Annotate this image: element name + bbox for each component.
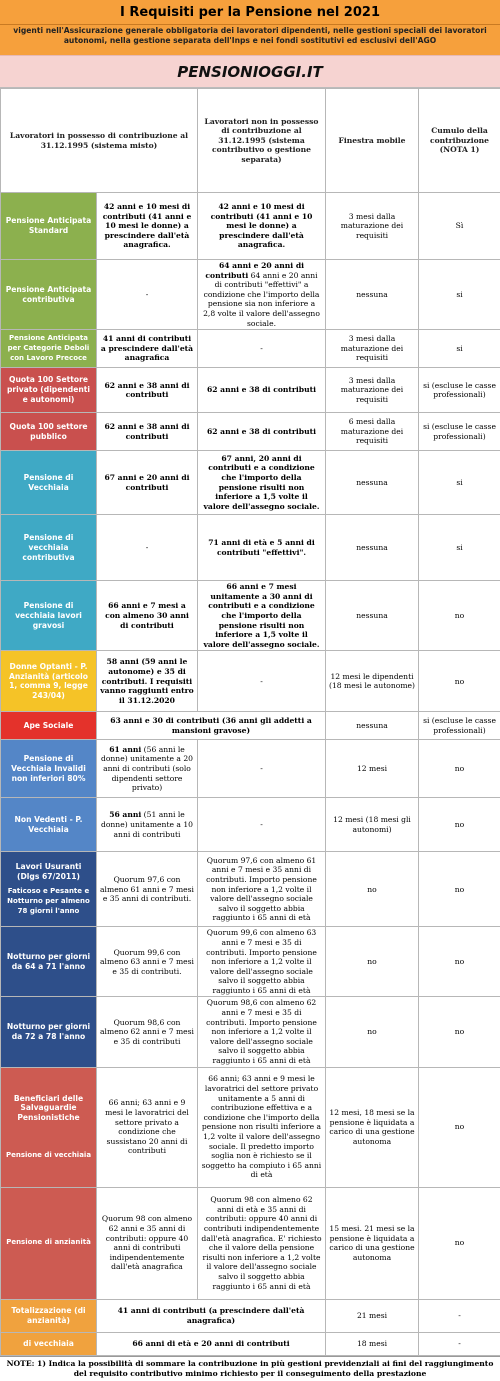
cell-cumulo: Sì [419,193,500,260]
cell-misto: Quorum 98,6 con almeno 62 anni e 7 mesi e 35 di contributi [97,997,198,1067]
cell-contributivo: 67 anni, 20 anni di contributi e a condizione che l'importo della pensione risulti non inferiore a 1,5 volte il valore dell'assegno sociale. [198,451,326,515]
cell-misto: 66 anni; 63 anni e 9 mesi le lavoratrici del settore privato a condizione che sussistano 20 anni di contributi [97,1067,198,1187]
cell-contributivo: 64 anni e 20 anni di contributi 64 anni e 20 anni di contributi "effettivi" a condizione che l'importo della pensione sia non inferiore a 2,8 volte il valore dell'assegno sociale. [198,260,326,330]
row-label: Pensione di anzianità [1,1187,97,1299]
table-row [1,413,500,451]
cell-contributivo: Quorum 97,6 con almeno 61 anni e 7 mesi e 35 anni di contributi. Importo pensione non inferiore a 1,2 volte il valore dell'assegno sociale salvo il soggetto abbia raggiunto i 65 anni di età [198,852,326,927]
cell-finestra: 3 mesi dalla maturazione dei requisiti [326,193,419,260]
table-row [1,1299,500,1332]
cell-misto: 56 anni (51 anni le donne) unitamente a 10 anni di contributi [97,798,198,852]
row-label: Totalizzazione (di anzianità) [1,1299,97,1332]
cell-cumulo: si (escluse le casse professionali) [419,368,500,413]
cell-contributivo: 42 anni e 10 mesi di contributi (41 anni e 10 mesi le donne) a prescindere dall'età anagrafica. [198,193,326,260]
table-row [1,798,500,852]
cell-finestra: 12 mesi le dipendenti (18 mesi le autonome) [326,651,419,712]
cell-cumulo: - [419,1332,500,1355]
row-sublabel: Faticoso e Pesante e Notturno per almeno 78 giorni l'anno [4,887,93,916]
cell-requisiti: 66 anni di età e 20 anni di contributi [97,1332,326,1355]
table-row [1,1187,500,1299]
cell-cumulo: no [419,852,500,927]
row-label: Notturno per giorni da 72 a 78 l'anno [1,997,97,1067]
cell-contributivo: - [198,740,326,798]
cell-misto: 41 anni di contributi a prescindere dall'età anagrafica [97,330,198,368]
cell-misto: Quorum 98 con almeno 62 anni e 35 anni di contributi: oppure 40 anni di contributi indipendentemente dall'età anagrafica [97,1187,198,1299]
row-label: Pensione di Vecchiaia [1,451,97,515]
row-label: Pensione di Vecchiaia Invalidi non inferiori 80% [1,740,97,798]
table-row [1,330,500,368]
cell-finestra: no [326,927,419,997]
cell-misto: 42 anni e 10 mesi di contributi (41 anni e 10 mesi le donne) a prescindere dall'età anagrafica. [97,193,198,260]
row-label: di vecchiaia [1,1332,97,1355]
cell-cumulo: no [419,927,500,997]
col-header-misto: Lavoratori in possesso di contribuzione al 31.12.1995 (sistema misto) [1,89,198,193]
cell-cumulo: no [419,798,500,852]
cell-finestra: nessuna [326,451,419,515]
table-row [1,740,500,798]
cell-misto: - [97,260,198,330]
cell-finestra: no [326,997,419,1067]
requirements-table [0,88,500,1356]
table-row [1,368,500,413]
cell-cumulo: no [419,651,500,712]
row-label: Pensione Anticipata contributiva [1,260,97,330]
row-label: Non Vedenti - P. Vecchiaia [1,798,97,852]
col-header-cumulo: Cumulo della contribuzione (NOTA 1) [419,89,500,193]
cell-cumulo: si (escluse le casse professionali) [419,712,500,740]
footnote: NOTE: 1) Indica la possibilità di sommare la contribuzione in più gestioni previdenziali ai fini del raggiungimento del requisito contributivo minimo richiesto per il conseguimento della prestazione [0,1356,500,1381]
cell-cumulo: si [419,260,500,330]
cell-cumulo: - [419,1299,500,1332]
row-label-main: Lavori Usuranti (Dlgs 67/2011) [4,862,93,882]
table-row [1,651,500,712]
cell-cumulo: no [419,1067,500,1187]
row-label: Pensione di vecchiaia lavori gravosi [1,581,97,651]
row-label: Pensione Anticipata per Categorie Deboli con Lavoro Precoce [1,330,97,368]
cell-contributivo: - [198,330,326,368]
cell-cumulo: si [419,330,500,368]
cell-finestra: nessuna [326,581,419,651]
cell-misto: - [97,515,198,581]
brand-logo: PENSIONIOGGI.IT [0,55,500,88]
table-row [1,997,500,1067]
cell-contributivo: Quorum 99,6 con almeno 63 anni e 7 mesi e 35 di contributi. Importo pensione non inferiore a 1,2 volte il valore dell'assegno sociale salvo il soggetto abbia raggiunto i 65 anni di età [198,927,326,997]
cell-misto: 66 anni e 7 mesi a con almeno 30 anni di contributi [97,581,198,651]
table-row [1,927,500,997]
cell-contributivo: 71 anni di età e 5 anni di contributi "effettivi". [198,515,326,581]
col-header-finestra: Finestra mobile [326,89,419,193]
cell-contributivo: Quorum 98,6 con almeno 62 anni e 7 mesi e 35 di contributi. Importo pensione non inferiore a 1,2 volte il valore dell'assegno sociale salvo il soggetto abbia raggiunto i 65 anni di età [198,997,326,1067]
cell-finestra: no [326,852,419,927]
row-sublabel: Pensione di vecchiaia [4,1151,93,1161]
row-label [1,1067,97,1187]
cell-cumulo: no [419,740,500,798]
cell-finestra: nessuna [326,712,419,740]
cell-contributivo: 62 anni e 38 di contributi [198,368,326,413]
table-row [1,712,500,740]
table-row [1,515,500,581]
row-label: Pensione di vecchiaia contributiva [1,515,97,581]
cell-requisiti: 41 anni di contributi (a prescindere dall'età anagrafica) [97,1299,326,1332]
cell-contributivo: 62 anni e 38 di contributi [198,413,326,451]
col-header-contributivo: Lavoratori non in possesso di contribuzione al 31.12.1995 (sistema contributivo o gestione separata) [198,89,326,193]
cell-misto: Quorum 97,6 con almeno 61 anni e 7 mesi e 35 anni di contributi. [97,852,198,927]
cell-finestra: 15 mesi. 21 mesi se la pensione è liquidata a carico di una gestione autonoma [326,1187,419,1299]
row-label: Ape Sociale [1,712,97,740]
row-label: Quota 100 settore pubblico [1,413,97,451]
table-row [1,260,500,330]
cell-contributivo: - [198,651,326,712]
cell-misto: 61 anni (56 anni le donne) unitamente a 20 anni di contributi (solo dipendenti settore privato) [97,740,198,798]
cell-finestra: nessuna [326,260,419,330]
row-label: Pensione Anticipata Standard [1,193,97,260]
table-row [1,1067,500,1187]
table-row [1,193,500,260]
cell-finestra: 21 mesi [326,1299,419,1332]
cell-contributivo: 66 anni e 7 mesi unitamente a 30 anni di contributi e a condizione che l'importo della pensione risulti non inferiore a 1,5 volte il valore dell'assegno sociale. [198,581,326,651]
cell-misto: Quorum 99,6 con almeno 63 anni e 7 mesi e 35 di contributi. [97,927,198,997]
cell-misto: 62 anni e 38 anni di contributi [97,413,198,451]
cell-misto: 62 anni e 38 anni di contributi [97,368,198,413]
table-header-row [1,89,500,193]
cell-finestra: 3 mesi dalla maturazione dei requisiti [326,330,419,368]
cell-cumulo: si [419,515,500,581]
cell-finestra: 12 mesi, 18 mesi se la pensione è liquidata a carico di una gestione autonoma [326,1067,419,1187]
row-label: Donne Optanti - P. Anzianità (articolo 1, comma 9, legge 243/04) [1,651,97,712]
row-label: Notturno per giorni da 64 a 71 l'anno [1,927,97,997]
cell-finestra: nessuna [326,515,419,581]
page-subtitle: vigenti nell'Assicurazione generale obbligatoria dei lavoratori dipendenti, nelle gestioni speciali dei lavoratori autonomi, nella gestione separata dell'Inps e nei fondi sostitutivi ed esclusivi dell'AGO [0,25,500,55]
cell-cumulo: no [419,581,500,651]
cell-finestra: 6 mesi dalla maturazione dei requisiti [326,413,419,451]
cell-contributivo: Quorum 98 con almeno 62 anni di età e 35 anni di contributi: oppure 40 anni di contributi indipendentemente dall'età anagrafica. E' richiesto che il valore della pensione risulti non inferiore a 1,2 volte il valore dell'assegno sociale salvo il soggetto abbia raggiunto i 65 anni di età [198,1187,326,1299]
cell-finestra: 12 mesi [326,740,419,798]
cell-contributivo: - [198,798,326,852]
row-label [1,852,97,927]
table-row [1,451,500,515]
cell-cumulo: no [419,1187,500,1299]
page-title: I Requisiti per la Pensione nel 2021 [0,0,500,25]
row-label-main: Beneficiari delle Salvaguardie Pensionistiche [4,1094,93,1123]
table-row [1,852,500,927]
cell-contributivo: 66 anni; 63 anni e 9 mesi le lavoratrici del settore privato unitamente a 5 anni di contribuzione effettiva e a condizione che l'importo della pensione non risulti inferiore a 1,2 volte il valore dell'assegno sociale. Il predetto importo soglia non è richiesto se il soggetto ha compiuto i 65 anni di età [198,1067,326,1187]
cell-misto: 67 anni e 20 anni di contributi [97,451,198,515]
cell-finestra: 3 mesi dalla maturazione dei requisiti [326,368,419,413]
cell-misto: 58 anni (59 anni le autonome) e 35 di contributi. I requisiti vanno raggiunti entro il 31.12.2020 [97,651,198,712]
cell-requisiti: 63 anni e 30 di contributi (36 anni gli addetti a mansioni gravose) [97,712,326,740]
cell-cumulo: si (escluse le casse professionali) [419,413,500,451]
row-label: Quota 100 Settore privato (dipendenti e autonomi) [1,368,97,413]
cell-cumulo: si [419,451,500,515]
table-row [1,1332,500,1355]
table-row [1,581,500,651]
cell-finestra: 18 mesi [326,1332,419,1355]
cell-cumulo: no [419,997,500,1067]
cell-finestra: 12 mesi (18 mesi gli autonomi) [326,798,419,852]
